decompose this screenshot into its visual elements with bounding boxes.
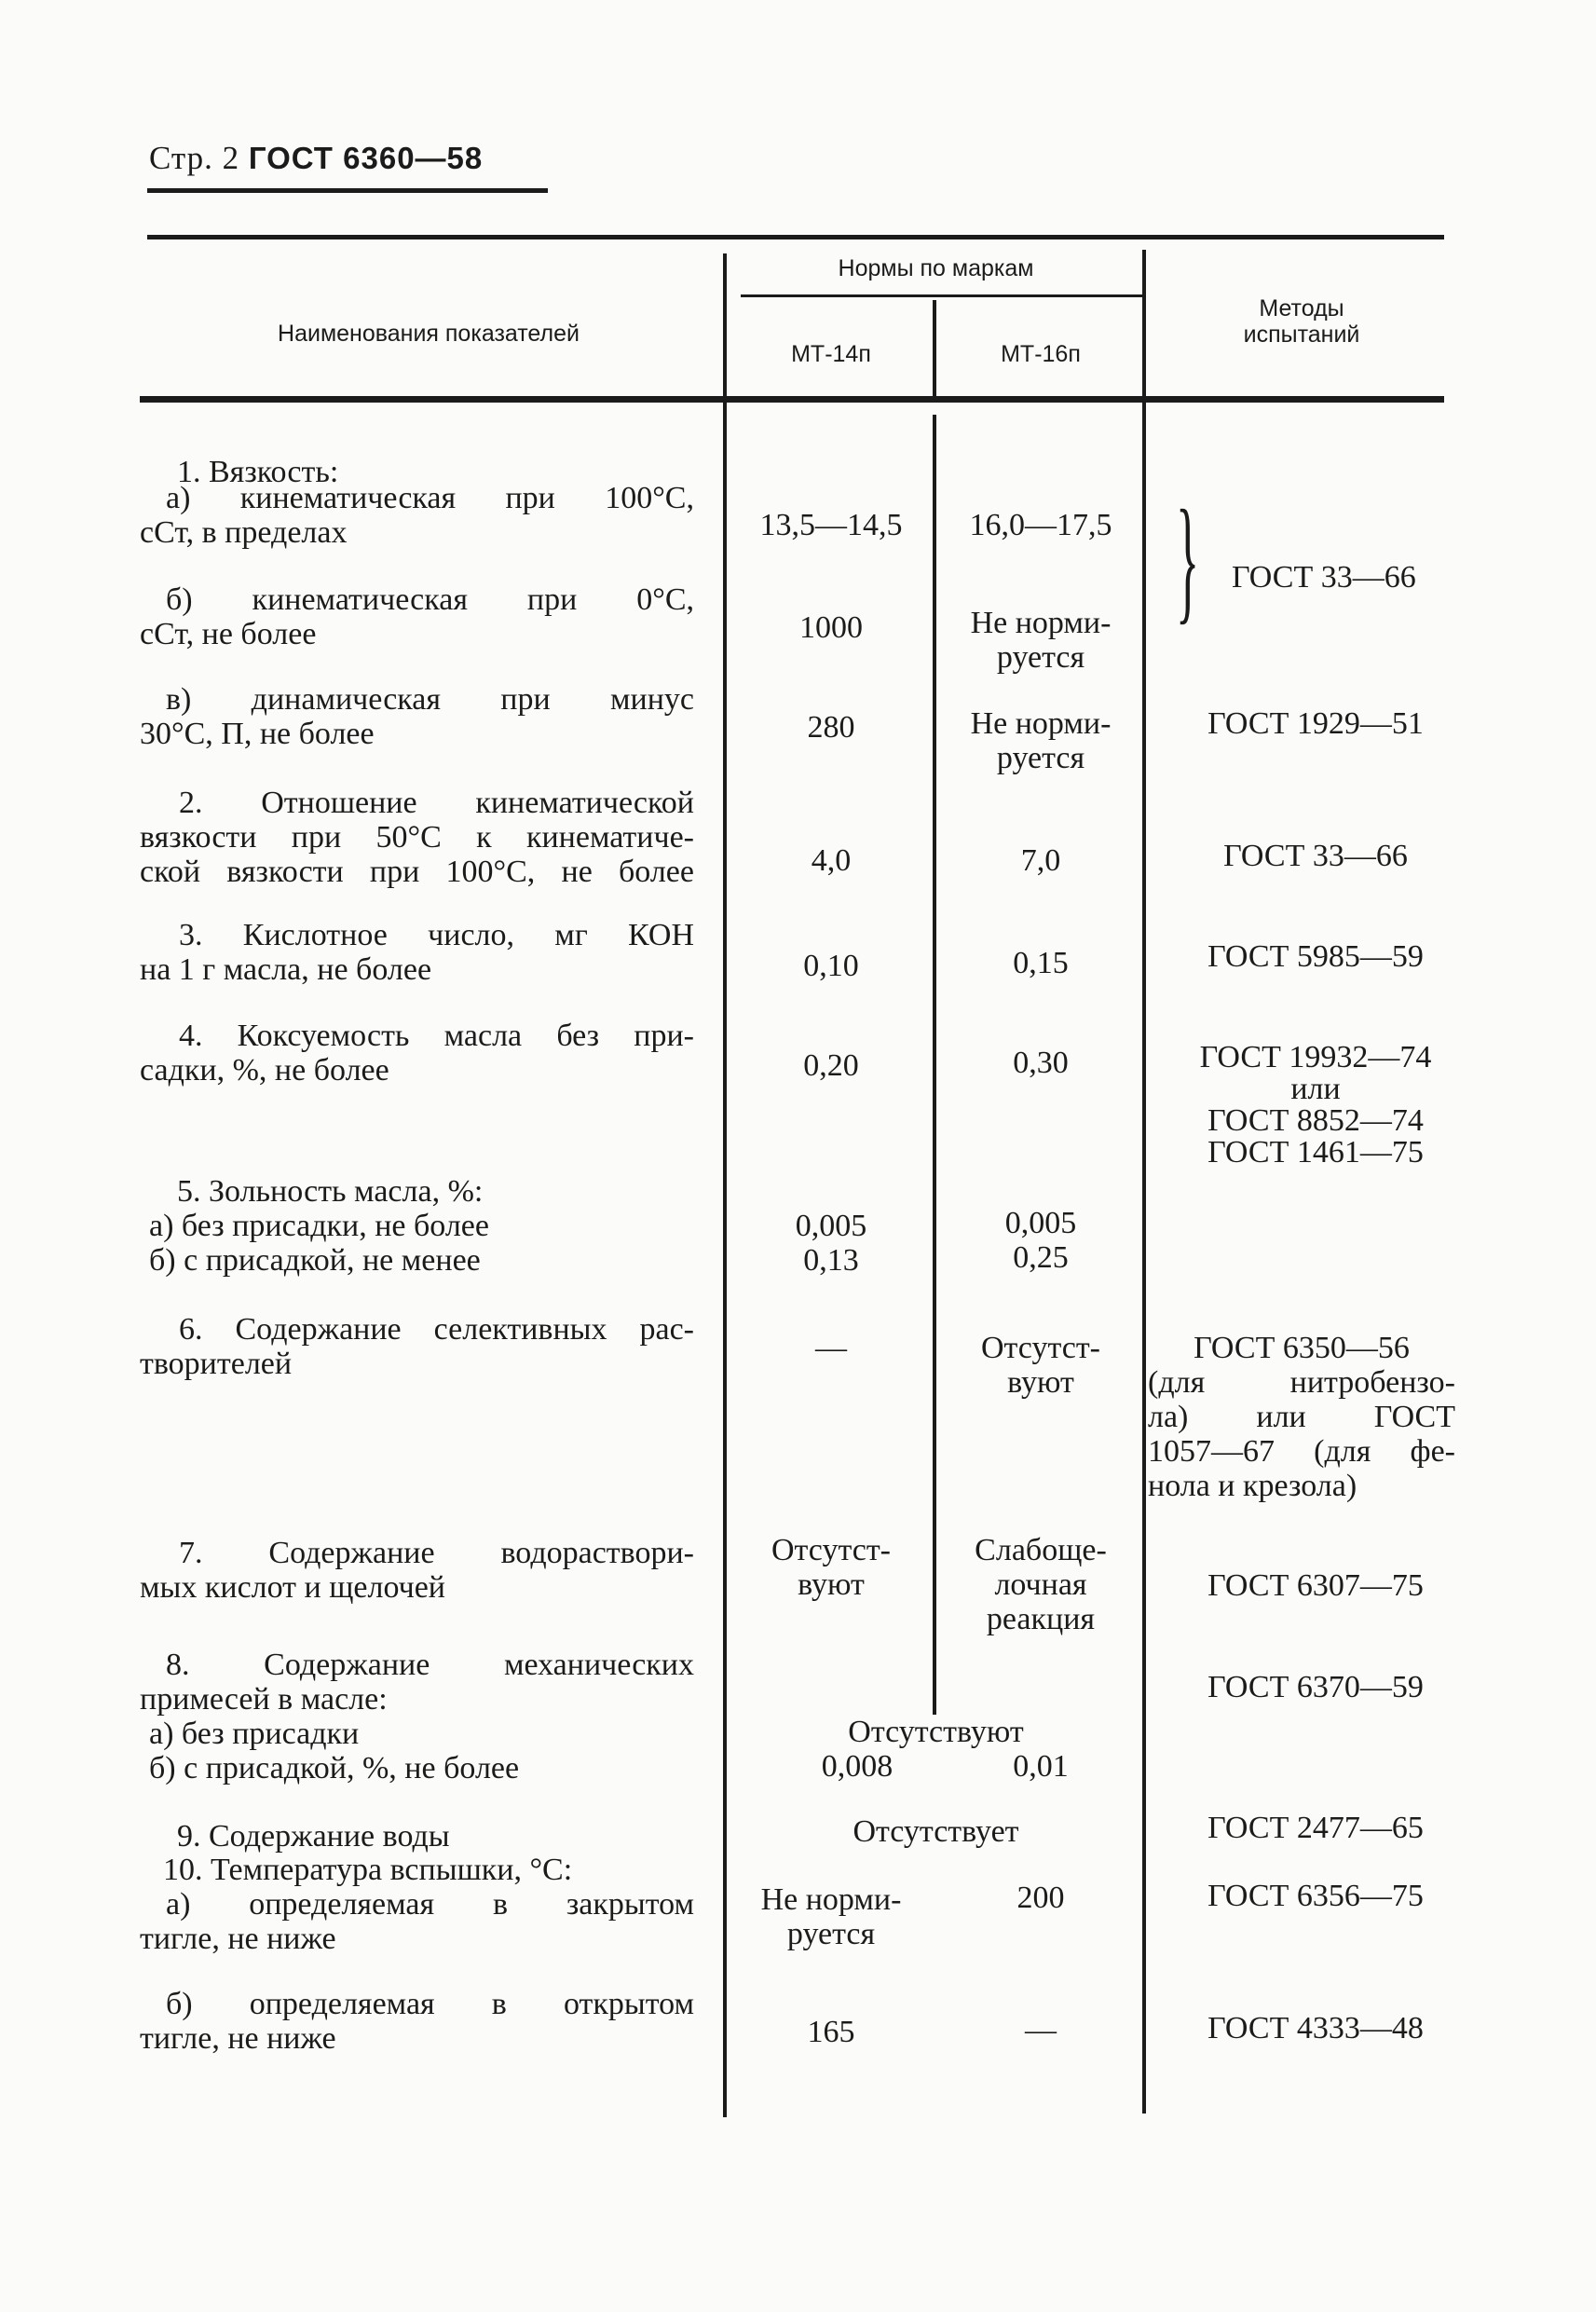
- table-top-rule: [147, 235, 1444, 239]
- row-6-method-line1: ГОСТ 6350—56: [1194, 1331, 1410, 1365]
- header-grade-mt14p: МТ-14п: [791, 341, 871, 367]
- row-6-method-line5: нола и крезола): [1148, 1469, 1357, 1503]
- header-methods-line1: Методы: [1259, 295, 1344, 321]
- row-1c-name: [140, 682, 694, 751]
- row-8a-value: Отсутствуют: [848, 1715, 1024, 1749]
- row-10b-name: [140, 1987, 694, 2056]
- row-7-mt16p: [938, 1533, 1143, 1636]
- row-3-method: ГОСТ 5985—59: [1207, 939, 1424, 974]
- row-4-name: [140, 1019, 694, 1088]
- row-10a-name: [140, 1887, 694, 1956]
- row-1-title: 1. Вязкость:: [177, 455, 339, 489]
- row-1b-line2: сСт, не более: [140, 617, 317, 651]
- row-2-line1: 2. Отношение кинематической: [179, 786, 694, 820]
- row-9-method: ГОСТ 2477—65: [1207, 1811, 1424, 1845]
- row-10b-mt14p: 165: [807, 2015, 855, 2049]
- row-9-value: Отсутствует: [853, 1814, 1019, 1849]
- row-8b-mt14p: 0,008: [821, 1749, 893, 1784]
- row-10a-line1: а) определяемая в закрытом: [166, 1887, 694, 1922]
- row-7-method: ГОСТ 6307—75: [1207, 1568, 1424, 1603]
- row-5-title: 5. Зольность масла, %:: [177, 1174, 484, 1209]
- row-5a-mt16p: 0,005: [1004, 1206, 1077, 1240]
- row-6-mt16p-line2: вуют: [1007, 1365, 1074, 1400]
- row-1a-line1: а) кинематическая при 100°С,: [166, 481, 694, 515]
- row-4-method-line3: ГОСТ 8852—74: [1207, 1103, 1424, 1138]
- row-1b-mt14p: 1000: [799, 610, 863, 645]
- row-10a-line2: тигле, не ниже: [140, 1922, 336, 1956]
- row-1b-line1: б) кинематическая при 0°С,: [166, 582, 694, 617]
- row-1a-name: [140, 481, 694, 550]
- row-7-mt14p: [729, 1533, 934, 1602]
- norms-sub-rule: [741, 294, 1143, 297]
- row-10a-mt16p: 200: [1016, 1881, 1065, 1915]
- col-divider-1: [723, 253, 727, 2117]
- row-1b-mt16p-line1: Не норми-: [970, 606, 1112, 640]
- row-5a-name: а) без присадки, не более: [149, 1209, 489, 1243]
- row-8b-name: б) с присадкой, %, не более: [149, 1751, 520, 1785]
- row-6-method-line2: (для нитробензо-: [1148, 1365, 1455, 1400]
- row-7-mt14p-line2: вуют: [798, 1567, 865, 1602]
- row-10a-mt14p: [729, 1882, 934, 1951]
- row-7-name: [140, 1536, 694, 1605]
- row-3-mt14p: 0,10: [803, 949, 859, 983]
- row-5b-mt16p: 0,25: [1013, 1240, 1069, 1275]
- row-1a-line2: сСт, в пределах: [140, 515, 348, 550]
- row-7-mt14p-line1: Отсутст-: [771, 1533, 891, 1567]
- header-bottom-rule: [140, 396, 1444, 403]
- page-title: [149, 140, 483, 177]
- row-8-line2: примесей в масле:: [140, 1682, 388, 1717]
- row-6-method-line3: ла) или ГОСТ: [1148, 1400, 1455, 1434]
- row-4-line1: 4. Коксуемость масла без при-: [179, 1019, 694, 1053]
- row-8b-mt16p: 0,01: [1013, 1749, 1069, 1784]
- row-6-method: [1148, 1331, 1455, 1503]
- row-3-line1: 3. Кислотное число, мг КОН: [179, 918, 694, 952]
- row-2-mt14p: 4,0: [811, 843, 852, 878]
- row-7-mt16p-line3: реакция: [986, 1602, 1096, 1636]
- row-1ab-method: ГОСТ 33—66: [1232, 560, 1416, 595]
- page-label: Стр. 2: [149, 140, 240, 176]
- row-8-name: [140, 1648, 694, 1717]
- row-6-line1: 6. Содержание селективных рас-: [179, 1312, 694, 1347]
- row-10b-line1: б) определяемая в открытом: [166, 1987, 694, 2021]
- row-8-method: ГОСТ 6370—59: [1207, 1670, 1424, 1704]
- row-6-name: [140, 1312, 694, 1381]
- row-1c-mt16p-line2: руется: [996, 741, 1085, 775]
- row-8a-name: а) без присадки: [149, 1717, 360, 1751]
- row-9-name: 9. Содержание воды: [177, 1819, 450, 1854]
- row-4-method-line2: или: [1290, 1072, 1341, 1106]
- row-3-line2: на 1 г масла, не более: [140, 952, 432, 987]
- row-1c-line2: 30°С, П, не более: [140, 717, 375, 751]
- row-10a-mt14p-line2: руется: [786, 1917, 876, 1951]
- row-7-line1: 7. Содержание водораствори-: [179, 1536, 694, 1570]
- row-10b-line2: тигле, не ниже: [140, 2021, 336, 2056]
- row-10b-method: ГОСТ 4333—48: [1207, 2011, 1424, 2045]
- header-methods-line2: испытаний: [1243, 321, 1360, 348]
- header-indicator-name: Наименования показателей: [278, 321, 580, 347]
- row-5a-mt14p: 0,005: [795, 1209, 867, 1243]
- title-underline: [147, 188, 548, 193]
- row-3-name: [140, 918, 694, 987]
- row-6-mt16p: [938, 1331, 1143, 1400]
- row-10b-mt16p: —: [1025, 2013, 1057, 2047]
- row-6-mt16p-line1: Отсутст-: [980, 1331, 1100, 1365]
- row-10a-method: ГОСТ 6356—75: [1207, 1879, 1424, 1913]
- row-2-method: ГОСТ 33—66: [1223, 839, 1408, 873]
- row-1b-mt16p-line2: руется: [996, 640, 1085, 675]
- row-6-line2: творителей: [140, 1347, 293, 1381]
- row-8-line1: 8. Содержание механических: [166, 1648, 694, 1682]
- row-10-title: 10. Температура вспышки, °С:: [163, 1853, 573, 1887]
- row-2-mt16p: 7,0: [1020, 843, 1061, 878]
- row-1c-mt16p: [938, 706, 1143, 775]
- row-6-method-line4: 1057—67 (для фе-: [1148, 1434, 1455, 1469]
- row-4-line2: садки, %, не более: [140, 1053, 389, 1088]
- header-norms: Нормы по маркам: [838, 255, 1034, 281]
- row-4-method-line1: ГОСТ 19932—74: [1199, 1040, 1432, 1074]
- row-2-line2: вязкости при 50°С к кинематиче-: [140, 820, 694, 855]
- row-1b-mt16p: [938, 606, 1143, 675]
- row-5b-name: б) с присадкой, не менее: [149, 1243, 481, 1278]
- row-7-mt16p-line1: Слабоще-: [975, 1533, 1107, 1567]
- row-3-mt16p: 0,15: [1013, 946, 1069, 980]
- row-4-mt14p: 0,20: [803, 1048, 859, 1083]
- row-7-line2: мых кислот и щелочей: [140, 1570, 445, 1605]
- row-2-line3: ской вязкости при 100°С, не более: [140, 855, 694, 889]
- header-grade-mt16p: МТ-16п: [1001, 341, 1081, 367]
- row-6-mt14p: —: [815, 1331, 847, 1365]
- row-1b-name: [140, 582, 694, 651]
- row-1c-mt14p: 280: [807, 710, 855, 745]
- row-7-mt16p-line2: лочная: [994, 1567, 1087, 1602]
- row-4-method-line4: ГОСТ 1461—75: [1207, 1135, 1424, 1170]
- standard-number: ГОСТ 6360—58: [248, 141, 484, 175]
- header-methods: [1148, 296, 1455, 348]
- row-5b-mt14p: 0,13: [803, 1243, 859, 1278]
- brace-rows-1a-1b: }: [1176, 482, 1200, 636]
- row-1a-mt14p: 13,5—14,5: [759, 508, 903, 542]
- row-4-method: [1148, 1042, 1483, 1169]
- row-1a-mt16p: 16,0—17,5: [969, 508, 1112, 542]
- row-1c-method: ГОСТ 1929—51: [1207, 706, 1424, 741]
- row-1c-line1: в) динамическая при минус: [166, 682, 694, 717]
- row-2-name: [140, 786, 694, 889]
- row-1c-mt16p-line1: Не норми-: [970, 706, 1112, 741]
- row-4-mt16p: 0,30: [1013, 1046, 1069, 1080]
- row-10a-mt14p-line1: Не норми-: [760, 1882, 902, 1917]
